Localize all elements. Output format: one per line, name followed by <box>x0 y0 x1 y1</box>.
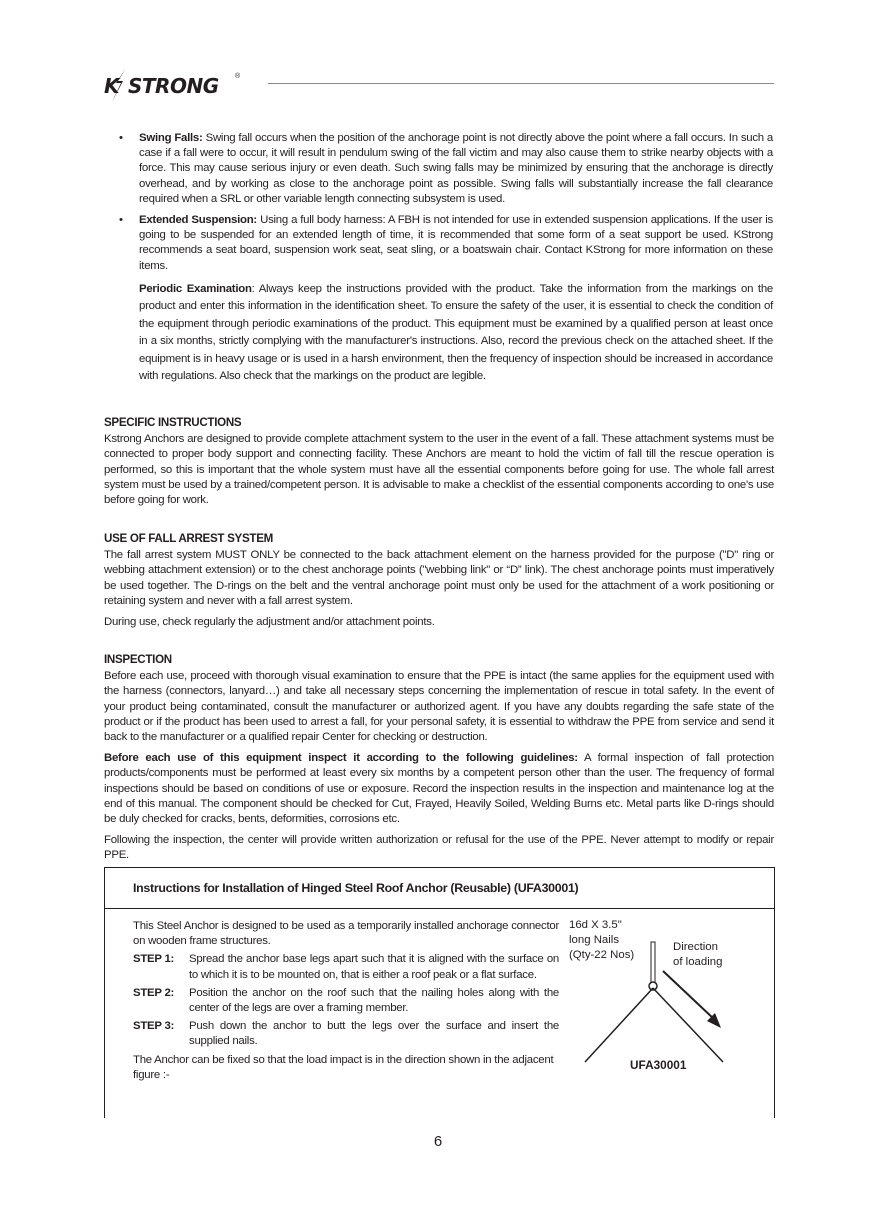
direction-line-2: of loading <box>673 956 723 968</box>
section-paragraph: Following the inspection, the center will provide written authorization or refusal for the use of the PPE. Never attempt to modify or repair PPE. <box>104 834 774 862</box>
periodic-text: : Always keep the instructions provided with the product. Take the information from the markings on the product and enter this information in the identification sheet. To ensure the safety of the user, it is essential to check the condition of the equipment through periodic examinations of the product. This equipment must be examined by a qualified person at least once in a six months, strictly complying with the manufacturer's instructions. Also, record the previous check on the attached sheet. If the equipment is in heavy usage or is used in a harsh environment, then the frequency of inspection should be increased in accordance with regulations. Also check that the markings on the product are legible. <box>139 283 773 383</box>
anchor-figure <box>565 918 765 1088</box>
direction-arrow-shaft <box>663 971 715 1020</box>
bullet-title: Swing Falls: <box>139 132 203 144</box>
registered-mark: ® <box>235 73 241 80</box>
install-step-3 <box>133 1019 559 1049</box>
anchor-leg-right <box>653 988 723 1062</box>
step-label: STEP 2: <box>133 986 175 999</box>
section-paragraph: Before each use, proceed with thorough visual examination to ensure that the PPE is intact (the same applies for the equipment used with the harness (connectors, lanyard…) and take all necessary steps concerning the implementation of rescue in total safety. In the event of your product being contaminated, consult the manufacturer or authorized agent. If you have any doubts regarding the safe state of the product or if the product has been used to arrest a fall, for your personal safety, it is essential to withdraw the PPE from service and send it back to the manufacturer or a qualified repair Center for checking or destruction. <box>104 670 774 744</box>
guidelines-text: A formal inspection of fall protection products/components must be performed at least every six months by a competent person other than the user. The frequency of formal inspections should be based on conditions of use or exposure. Record the inspection results in the inspection and maintenance log at the end of this manual. The component should be checked for Cut, Frayed, Heavily Soiled, Welding Burns etc. Metal parts like D-rings should be duly checked for cracks, bents, deformities, corrosions etc. <box>104 752 774 826</box>
install-step-1 <box>133 952 559 982</box>
kstrong-logo <box>104 68 244 102</box>
section-paragraph: Kstrong Anchors are designed to provide complete attachment system to the user in the event of a fall. These attachment systems must be connected to proper body support and connecting facility. These Anchors are meant to hold the victim of fall till the rescue operation is performed, so this is important that the whole system must have all the essential components before going for use. The whole fall arrest system must be used by a trained/competent person. It is advisable to make a checklist of the essential components according to one's use before going for work. <box>104 433 774 507</box>
step-text: Spread the anchor base legs apart such that it is aligned with the surface on to which it is to be mounted on, that is either a roof peak or a flat surface. <box>189 953 559 981</box>
bullet-text: Swing fall occurs when the position of the anchorage point is not directly above the point where a fall occurs. In such a case if a fall were to occur, it will result in pendulum swing of the fall victim and may also cause them to strike nearby objects with a force. This may cause serious injury or even death. Such swing falls may be minimized by ensuring that the anchorage is directly overhead, and by working as close to the anchorage point as possible. Swing falls will substantially increase the fall clearance required when a SRL or other variable length connecting subsystem is used. <box>139 132 774 205</box>
lightning-bolt-icon <box>110 68 128 102</box>
nail-shape <box>651 942 655 982</box>
nails-line-2: long Nails <box>569 934 620 946</box>
nails-line-1: 16d X 3.5" <box>569 919 622 931</box>
section-paragraph: The fall arrest system MUST ONLY be connected to the back attachment element on the harness provided for the purpose ("D" ring or webbing attachment extension) or to the chest anchorage points ("webbing link" or “D” link). The chest anchorage points must imperatively be used together. The D-rings on the belt and the ventral anchorage point must only be used for the attachment of a work positioning or retaining system and never with a fall arrest system. <box>104 549 774 607</box>
nails-line-3: (Qty-22 Nos) <box>569 949 635 961</box>
bullet-text: Using a full body harness: A FBH is not intended for use in extended suspension applications. If the user is going to be suspended for an extended length of time, it is recommended that some form of a seat support be used. KStrong recommends a seat board, suspension work seat, seat sling, or a boatswain chair. Contact KStrong for more information on these items. <box>139 214 773 272</box>
box-title: Instructions for Installation of Hinged Steel Roof Anchor (Reusable) (UFA30001) <box>133 881 579 895</box>
step-label: STEP 1: <box>133 953 175 966</box>
section-paragraph: During use, check regularly the adjustment and/or attachment points. <box>104 616 435 629</box>
bullet-title: Extended Suspension: <box>139 214 257 226</box>
section-heading: USE OF FALL ARREST SYSTEM <box>104 532 273 545</box>
bullet-extended-suspension <box>119 213 773 274</box>
model-code: UFA30001 <box>630 1058 687 1072</box>
header-rule <box>268 83 774 84</box>
step-label: STEP 3: <box>133 1020 175 1033</box>
guidelines-bold: Before each use of this equipment inspect it according to the following guidelines: <box>104 752 578 765</box>
section-inspection <box>104 652 774 870</box>
anchor-leg-left <box>585 988 653 1062</box>
page-number: 6 <box>433 1133 443 1150</box>
step-text: Position the anchor on the roof such that the nailing holes along with the center of the legs are over a framing member. <box>189 986 559 1015</box>
bullet-dot: • <box>119 132 123 144</box>
periodic-title: Periodic Examination <box>139 283 252 295</box>
bullet-dot: • <box>119 214 123 226</box>
install-step-2 <box>133 986 559 1016</box>
direction-line-1: Direction <box>673 941 718 953</box>
install-outro: The Anchor can be fixed so that the load impact is in the direction shown in the adjacent figure :- <box>133 1053 554 1081</box>
install-intro: This Steel Anchor is designed to be used as a temporarily installed anchorage connector on wooden frame structures. <box>133 920 559 948</box>
logo-k: K <box>104 74 120 98</box>
step-text: Push down the anchor to butt the legs over the surface and insert the supplied nails. <box>189 1020 559 1048</box>
box-header <box>105 868 774 909</box>
section-specific-instructions <box>104 415 774 514</box>
section-paragraph <box>104 751 774 827</box>
periodic-examination <box>139 281 773 385</box>
section-heading: INSPECTION <box>104 653 172 666</box>
bullet-swing-falls <box>119 131 773 207</box>
box-body <box>133 919 559 1086</box>
section-heading: SPECIFIC INSTRUCTIONS <box>104 416 242 429</box>
logo-strong: STRONG <box>128 74 219 98</box>
installation-instructions-box <box>104 867 775 1118</box>
section-fall-arrest <box>104 531 774 636</box>
